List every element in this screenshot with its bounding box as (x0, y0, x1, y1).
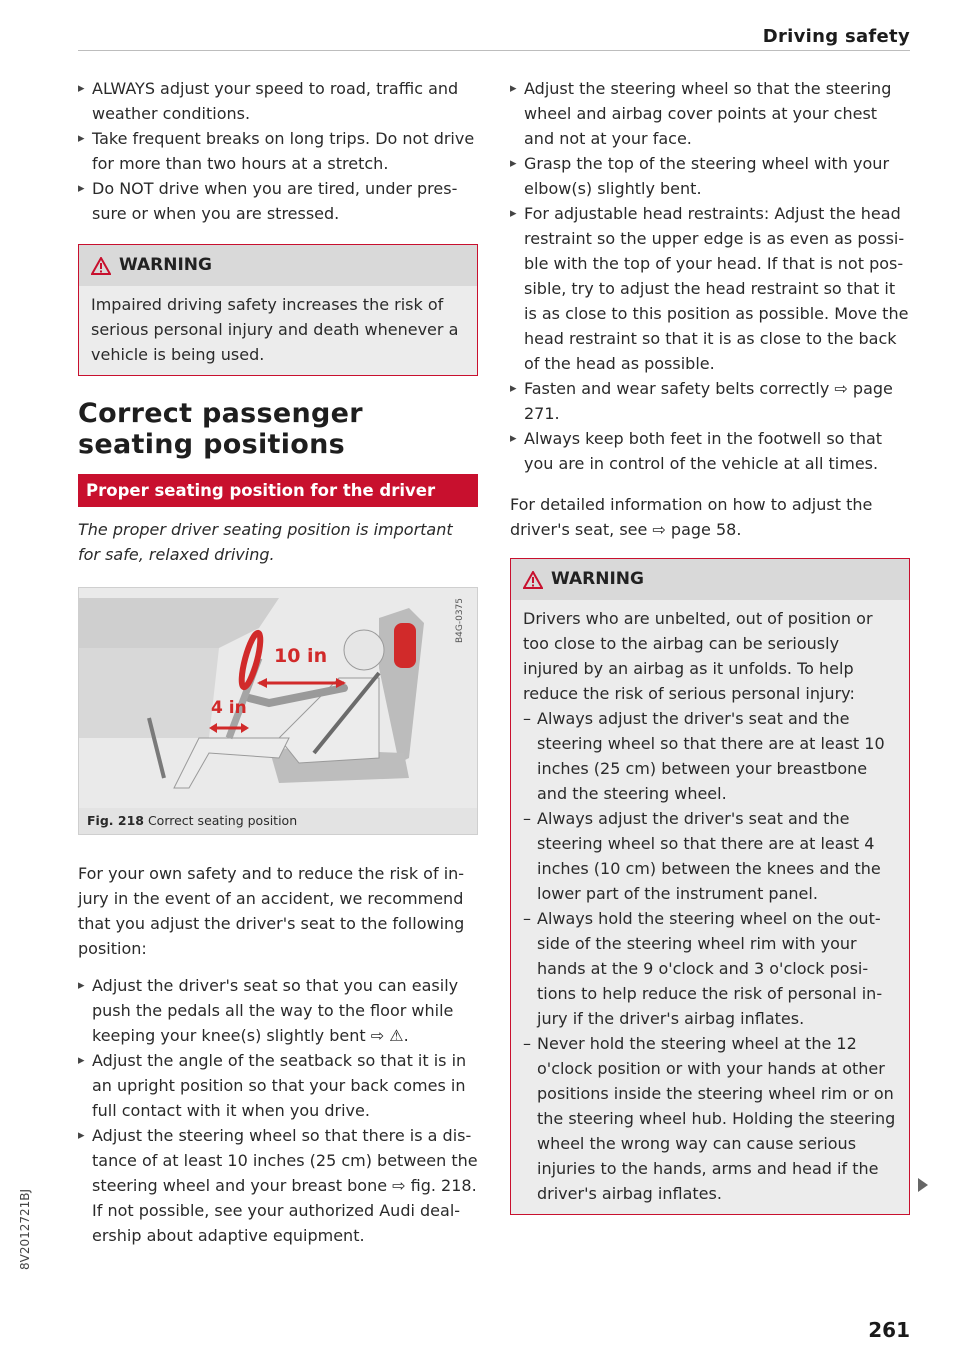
running-head: Driving safety (762, 26, 910, 47)
list-item: – Always adjust the driver's seat and the steering wheel so that there are at least 4 inches (10 cm) between the knees and the lower part of the instrument panel. (523, 806, 897, 906)
warning-title: WARNING (119, 255, 212, 275)
warning-text: Impaired driving safety increases the risk of serious personal injury and death whenever a vehicle is being used. (79, 286, 477, 375)
list-item: ▸ Always keep both feet in the footwell so that you are in control of the vehicle at all times. (510, 426, 910, 476)
intro-text: The proper driver seating position is important for safe, relaxed driving. (78, 520, 453, 564)
right-column (510, 76, 910, 1215)
list-item: ▸ Grasp the top of the steering wheel with your elbow(s) slightly bent. (510, 151, 910, 201)
list-item: ▸ Adjust the steering wheel so that the steering wheel and airbag cover points at your chest and not at your face. (510, 76, 910, 151)
warning-box (510, 558, 910, 1215)
figure-number: Fig. 218 (87, 813, 144, 828)
figure (78, 587, 478, 835)
subsection-title: Proper seating position for the driver (78, 474, 478, 507)
figure-code: B4G-0375 (455, 598, 465, 644)
warning-triangle-icon (523, 571, 543, 589)
warning-triangle-icon (91, 257, 111, 275)
bullet-list-right (510, 76, 910, 476)
body-paragraph: For detailed information on how to adjust the driver's seat, see ⇨ page 58. (510, 495, 873, 539)
seating-illustration (79, 588, 477, 808)
continue-arrow-icon (918, 1178, 928, 1192)
body-paragraph: For your own safety and to reduce the risk of in-jury in the event of an accident, we recommend that you adjust the driver's seat to the following position: (78, 864, 465, 958)
figure-caption (79, 808, 477, 834)
document-code: 8V2012721BJ (18, 1188, 32, 1270)
left-column (78, 76, 478, 1248)
warning-header (511, 559, 909, 600)
distance-label-4in: 4 in (211, 698, 247, 718)
distance-label-10in: 10 in (274, 645, 328, 667)
page-number: 261 (868, 1318, 910, 1342)
figure-caption-text: Correct seating position (147, 813, 298, 828)
warning-content (511, 600, 909, 1214)
list-item: ▸ Fasten and wear safety belts correctly ⇨ page 271. (510, 376, 910, 426)
bullet-list-bottom (78, 973, 478, 1248)
list-item: ▸ Take frequent breaks on long trips. Do not drive for more than two hours at a stretch. (78, 126, 478, 176)
driver-seating-diagram (79, 588, 477, 808)
warning-header (79, 245, 477, 286)
warning-box (78, 244, 478, 376)
list-item: ▸ Adjust the driver's seat so that you can easily push the pedals all the way to the floor while keeping your knee(s) slightly bent ⇨ ⚠. (78, 973, 478, 1048)
warning-intro: Drivers who are unbelted, out of position or too close to the airbag can be seriously injured by an airbag as it unfolds. To help reduce the risk of serious personal injury: (523, 609, 873, 703)
warning-title: WARNING (551, 569, 644, 589)
list-item: ▸ ALWAYS adjust your speed to road, traffic and weather conditions. (78, 76, 478, 126)
list-item: – Never hold the steering wheel at the 12 o'clock position or with your hands at other positions inside the steering wheel rim or on the steering wheel hub. Holding the steering wheel the wrong way can cause serious injuries to the hands, arms and head if the driver's airbag inflates. (523, 1031, 897, 1206)
list-item: ▸ Do NOT drive when you are tired, under pres-sure or when you are stressed. (78, 176, 478, 226)
bullet-list-top (78, 76, 478, 226)
header-rule (78, 50, 910, 51)
warning-list (523, 706, 897, 1206)
list-item: – Always hold the steering wheel on the out-side of the steering wheel rim with your hands at the 9 o'clock and 3 o'clock posi-tions to help reduce the risk of personal in-jury if the driver's airbag inflates. (523, 906, 897, 1031)
list-item: ▸ Adjust the steering wheel so that there is a dis-tance of at least 10 inches (25 cm) between the steering wheel and your breast bone ⇨ fig. 218. If not possible, see your authorized Audi deal-ership about adaptive equipment. (78, 1123, 478, 1248)
list-item: ▸ Adjust the angle of the seatback so that it is in an upright position so that your back comes in full contact with it when you drive. (78, 1048, 478, 1123)
list-item: ▸ For adjustable head restraints: Adjust the head restraint so the upper edge is as even as possi-ble with the top of your head. If that is not pos-sible, try to adjust the head restraint so that it is as close to this position as possible. Move the head restraint so that it is as close to the back of the head as possible. (510, 201, 910, 376)
section-title: Correct passenger seating positions (78, 398, 363, 460)
list-item: – Always adjust the driver's seat and the steering wheel so that there are at least 10 inches (25 cm) between your breastbone and the steering wheel. (523, 706, 897, 806)
